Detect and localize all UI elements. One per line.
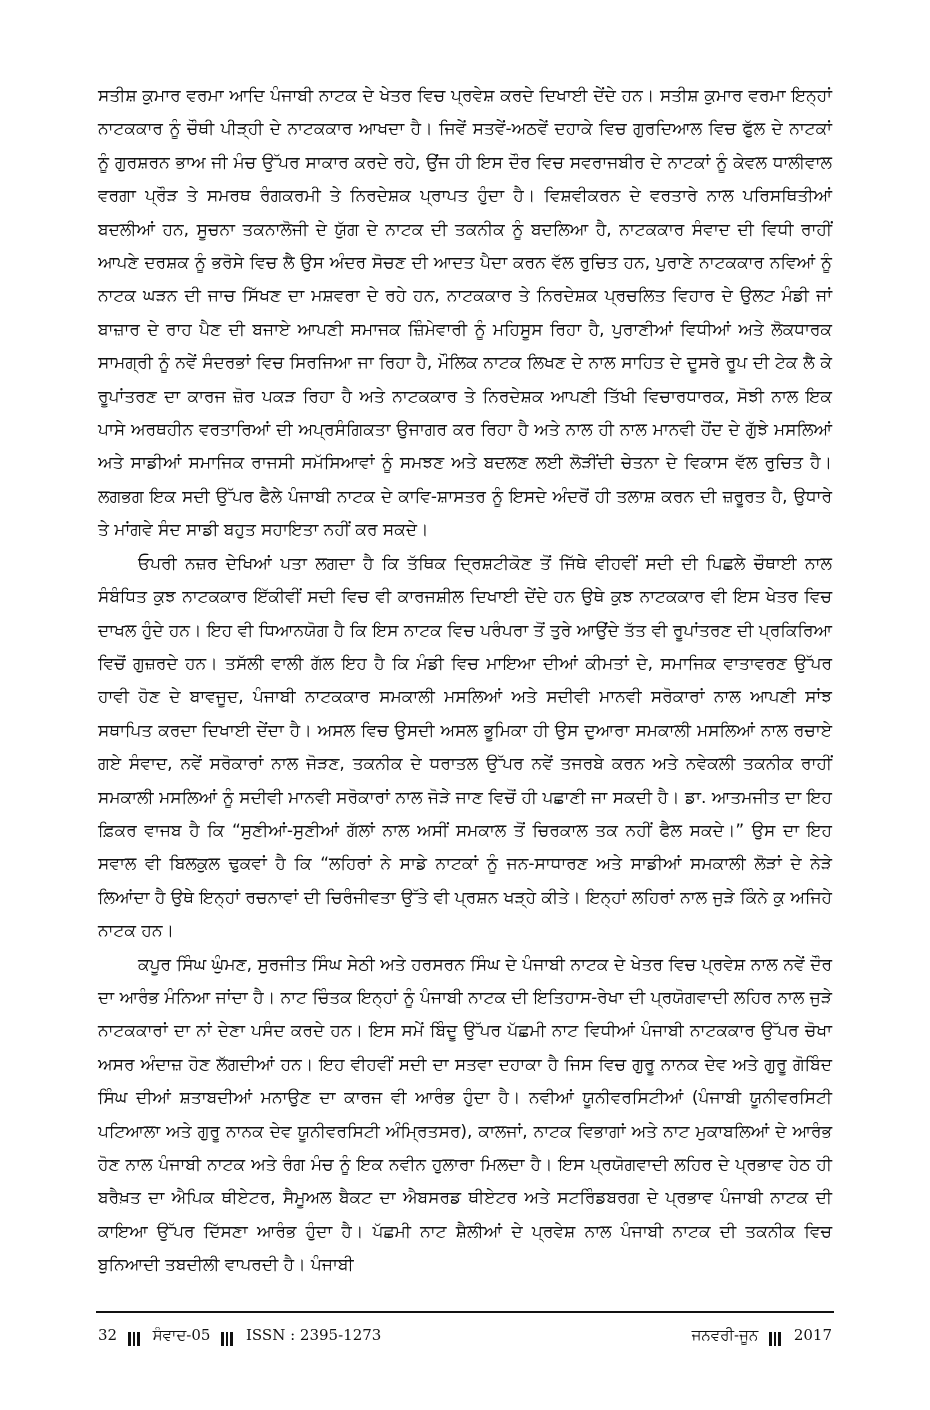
paragraph-3: ਕਪੂਰ ਸਿੰਘ ਘੁੰਮਣ, ਸੁਰਜੀਤ ਸਿੰਘ ਸੇਠੀ ਅਤੇ ਹਰਸਰਨ ਸਿੰਘ ਦੇ ਪੰਜਾਬੀ ਨਾਟਕ ਦੇ ਖੇਤਰ ਵਿਚ ਪ੍ਰਵੇਸ਼ ਨਾਲ ਨਵੇਂ ਦੌਰ ਦਾ ਆਰੰਭ ਮੰਨਿਆ ਜਾਂਦਾ ਹੈ। ਨਾਟ ਚਿੰਤਕ ਇਨ੍ਹਾਂ ਨੂੰ ਪੰਜਾਬੀ ਨਾਟਕ ਦੀ ਇਤਿਹਾਸ-ਰੇਖਾ ਦੀ ਪ੍ਰਯੋਗਵਾਦੀ ਲਹਿਰ ਨਾਲ ਜੁੜੇ ਨਾਟਕਕਾਰਾਂ ਦਾ ਨਾਂ ਦੇਣਾ ਪਸੰਦ ਕਰਦੇ ਹਨ। ਇਸ ਸਮੇਂ ਬਿੰਦੂ ਉੱਪਰ ਪੱਛਮੀ ਨਾਟ ਵਿਧੀਆਂ ਪੰਜਾਬੀ ਨਾਟਕਕਾਰ ਉੱਪਰ ਚੋਖਾ ਅਸਰ ਅੰਦਾਜ਼ ਹੋਣ ਲੱਗਦੀਆਂ ਹਨ। ਇਹ ਵੀਹਵੀਂ ਸਦੀ ਦਾ ਸਤਵਾ ਦਹਾਕਾ ਹੈ ਜਿਸ ਵਿਚ ਗੁਰੂ ਨਾਨਕ ਦੇਵ ਅਤੇ ਗੁਰੂ ਗੋਬਿੰਦ ਸਿੰਘ ਦੀਆਂ ਸ਼ਤਾਬਦੀਆਂ ਮਨਾਉਣ ਦਾ ਕਾਰਜ ਵੀ ਆਰੰਭ ਹੁੰਦਾ ਹੈ। ਨਵੀਆਂ ਯੂਨੀਵਰਸਿਟੀਆਂ (ਪੰਜਾਬੀ ਯੂਨੀਵਰਸਿਟੀ ਪਟਿਆਲਾ ਅਤੇ ਗੁਰੂ ਨਾਨਕ ਦੇਵ ਯੂਨੀਵਰਸਿਟੀ ਅੰਮ੍ਰਿਤਸਰ), ਕਾਲਜਾਂ, ਨਾਟਕ ਵਿਭਾਗਾਂ ਅਤੇ ਨਾਟ ਮੁਕਾਬਲਿਆਂ ਦੇ ਆਰੰਭ ਹੋਣ ਨਾਲ ਪੰਜਾਬੀ ਨਾਟਕ ਅਤੇ ਰੰਗ ਮੰਚ ਨੂੰ ਇਕ ਨਵੀਨ ਹੁਲਾਰਾ ਮਿਲਦਾ ਹੈ। ਇਸ ਪ੍ਰਯੋਗਵਾਦੀ ਲਹਿਰ ਦੇ ਪ੍ਰਭਾਵ ਹੇਠ ਹੀ ਬਰੈਖ਼ਤ ਦਾ ਐਪਿਕ ਥੀਏਟਰ, ਸੈਮੂਅਲ ਬੈਕਟ ਦਾ ਐਬਸਰਡ ਥੀਏਟਰ ਅਤੇ ਸਟਰਿੰਡਬਰਗ ਦੇ ਪ੍ਰਭਾਵ ਪੰਜਾਬੀ ਨਾਟਕ ਦੀ ਕਾਇਆ ਉੱਪਰ ਦਿੱਸਣਾ ਆਰੰਭ ਹੁੰਦਾ ਹੈ। ਪੱਛਮੀ ਨਾਟ ਸ਼ੈਲੀਆਂ ਦੇ ਪ੍ਰਵੇਸ਼ ਨਾਲ ਪੰਜਾਬੀ ਨਾਟਕ ਦੀ ਤਕਨੀਕ ਵਿਚ ਬੁਨਿਆਦੀ ਤਬਦੀਲੀ ਵਾਪਰਦੀ ਹੈ। ਪੰਜਾਬੀ (98, 954, 832, 1276)
footer-divider (96, 1311, 834, 1313)
paragraph-2: ਓਪਰੀ ਨਜ਼ਰ ਦੇਖਿਆਂ ਪਤਾ ਲਗਦਾ ਹੈ ਕਿ ਤੱਥਿਕ ਦ੍ਰਿਸ਼ਟੀਕੋਣ ਤੋਂ ਜਿੱਥੇ ਵੀਹਵੀਂ ਸਦੀ ਦੀ ਪਿਛਲੇ ਚੌਥਾਈ ਨਾਲ ਸੰਬੰਧਿਤ ਕੁਝ ਨਾਟਕਕਾਰ ਇੱਕੀਵੀਂ ਸਦੀ ਵਿਚ ਵੀ ਕਾਰਜਸ਼ੀਲ ਦਿਖਾਈ ਦੇਂਦੇ ਹਨ ਉਥੇ ਕੁਝ ਨਾਟਕਕਾਰ ਵੀ ਇਸ ਖੇਤਰ ਵਿਚ ਦਾਖਲ ਹੁੰਦੇ ਹਨ। ਇਹ ਵੀ ਧਿਆਨਯੋਗ ਹੈ ਕਿ ਇਸ ਨਾਟਕ ਵਿਚ ਪਰੰਪਰਾ ਤੋਂ ਤੁਰੇ ਆਉਂਦੇ ਤੱਤ ਵੀ ਰੂਪਾਂਤਰਣ ਦੀ ਪ੍ਰਕਿਰਿਆ ਵਿਚੋਂ ਗੁਜ਼ਰਦੇ ਹਨ। ਤਸੱਲੀ ਵਾਲੀ ਗੱਲ ਇਹ ਹੈ ਕਿ ਮੰਡੀ ਵਿਚ ਮਾਇਆ ਦੀਆਂ ਕੀਮਤਾਂ ਦੇ, ਸਮਾਜਿਕ ਵਾਤਾਵਰਣ ਉੱਪਰ ਹਾਵੀ ਹੋਣ ਦੇ ਬਾਵਜੂਦ, ਪੰਜਾਬੀ ਨਾਟਕਕਾਰ ਸਮਕਾਲੀ ਮਸਲਿਆਂ ਅਤੇ ਸਦੀਵੀ ਮਾਨਵੀ ਸਰੋਕਾਰਾਂ ਨਾਲ ਆਪਣੀ ਸਾਂਝ ਸਥਾਪਿਤ ਕਰਦਾ ਦਿਖਾਈ ਦੇਂਦਾ ਹੈ। ਅਸਲ ਵਿਚ ਉਸਦੀ ਅਸਲ ਭੂਮਿਕਾ ਹੀ ਉਸ ਦੁਆਰਾ ਸਮਕਾਲੀ ਮਸਲਿਆਂ ਨਾਲ ਰਚਾਏ ਗਏ ਸੰਵਾਦ, ਨਵੇਂ ਸਰੋਕਾਰਾਂ ਨਾਲ ਜੋੜਣ, ਤਕਨੀਕ ਦੇ ਧਰਾਤਲ ਉੱਪਰ ਨਵੇਂ ਤਜਰਬੇ ਕਰਨ ਅਤੇ ਨਵੇਕਲੀ ਤਕਨੀਕ ਰਾਹੀਂ ਸਮਕਾਲੀ ਮਸਲਿਆਂ ਨੂੰ ਸਦੀਵੀ ਮਾਨਵੀ ਸਰੋਕਾਰਾਂ ਨਾਲ ਜੋੜੇ ਜਾਣ ਵਿਚੋਂ ਹੀ ਪਛਾਣੀ ਜਾ ਸਕਦੀ ਹੈ। ਡਾ. ਆਤਮਜੀਤ ਦਾ ਇਹ ਫ਼ਿਕਰ ਵਾਜਬ ਹੈ ਕਿ “ਸੁਣੀਆਂ-ਸੁਣੀਆਂ ਗੱਲਾਂ ਨਾਲ ਅਸੀਂ ਸਮਕਾਲ ਤੋਂ ਚਿਰਕਾਲ ਤਕ ਨਹੀਂ ਫੈਲ ਸਕਦੇ।” ਉਸ ਦਾ ਇਹ ਸਵਾਲ ਵੀ ਬਿਲਕੁਲ ਢੁਕਵਾਂ ਹੈ ਕਿ “ਲਹਿਰਾਂ ਨੇ ਸਾਡੇ ਨਾਟਕਾਂ ਨੂੰ ਜਨ-ਸਾਧਾਰਣ ਅਤੇ ਸਾਡੀਆਂ ਸਮਕਾਲੀ ਲੋੜਾਂ ਦੇ ਨੇੜੇ ਲਿਆਂਦਾ ਹੈ ਉਥੇ ਇਨ੍ਹਾਂ ਰਚਨਾਵਾਂ ਦੀ ਚਿਰੰਜੀਵਤਾ ਉੱਤੇ ਵੀ ਪ੍ਰਸ਼ਨ ਖੜ੍ਹੇ ਕੀਤੇ। ਇਨ੍ਹਾਂ ਲਹਿਰਾਂ ਨਾਲ ਜੁੜੇ ਕਿੰਨੇ ਕੁ ਅਜਿਹੇ ਨਾਟਕ ਹਨ। (98, 553, 832, 942)
issn: ISSN : 2395-1273 (245, 1326, 382, 1344)
article-body (98, 80, 832, 1283)
footer-left (98, 1322, 381, 1348)
journal-name: ਸੰਵਾਦ-05 (152, 1326, 211, 1344)
separator-bars-icon (221, 1328, 235, 1342)
page-footer (98, 1322, 832, 1348)
separator-bars-icon (128, 1328, 142, 1342)
separator-bars-icon (769, 1328, 783, 1342)
footer-right (692, 1322, 832, 1348)
page-number: 32 (98, 1326, 118, 1344)
paragraph-1: ਸਤੀਸ਼ ਕੁਮਾਰ ਵਰਮਾ ਆਦਿ ਪੰਜਾਬੀ ਨਾਟਕ ਦੇ ਖੇਤਰ ਵਿਚ ਪ੍ਰਵੇਸ਼ ਕਰਦੇ ਦਿਖਾਈ ਦੇਂਦੇ ਹਨ। ਸਤੀਸ਼ ਕੁਮਾਰ ਵਰਮਾ ਇਨ੍ਹਾਂ ਨਾਟਕਕਾਰ ਨੂੰ ਚੌਥੀ ਪੀੜ੍ਹੀ ਦੇ ਨਾਟਕਕਾਰ ਆਖਦਾ ਹੈ। ਜਿਵੇਂ ਸਤਵੇਂ-ਅਠਵੇਂ ਦਹਾਕੇ ਵਿਚ ਗੁਰਦਿਆਲ ਵਿਚ ਫੁੱਲ ਦੇ ਨਾਟਕਾਂ ਨੂੰ ਗੁਰਸ਼ਰਨ ਭਾਅ ਜੀ ਮੰਚ ਉੱਪਰ ਸਾਕਾਰ ਕਰਦੇ ਰਹੇ, ਉਂਜ ਹੀ ਇਸ ਦੌਰ ਵਿਚ ਸਵਰਾਜਬੀਰ ਦੇ ਨਾਟਕਾਂ ਨੂੰ ਕੇਵਲ ਧਾਲੀਵਾਲ ਵਰਗਾ ਪ੍ਰੌੜ ਤੇ ਸਮਰਥ ਰੰਗਕਰਮੀ ਤੇ ਨਿਰਦੇਸ਼ਕ ਪ੍ਰਾਪਤ ਹੁੰਦਾ ਹੈ। ਵਿਸ਼ਵੀਕਰਨ ਦੇ ਵਰਤਾਰੇ ਨਾਲ ਪਰਿਸਥਿਤੀਆਂ ਬਦਲੀਆਂ ਹਨ, ਸੂਚਨਾ ਤਕਨਾਲੋਜੀ ਦੇ ਯੁੱਗ ਦੇ ਨਾਟਕ ਦੀ ਤਕਨੀਕ ਨੂੰ ਬਦਲਿਆ ਹੈ, ਨਾਟਕਕਾਰ ਸੰਵਾਦ ਦੀ ਵਿਧੀ ਰਾਹੀਂ ਆਪਣੇ ਦਰਸ਼ਕ ਨੂੰ ਭਰੋਸੇ ਵਿਚ ਲੈ ਉਸ ਅੰਦਰ ਸੋਚਣ ਦੀ ਆਦਤ ਪੈਦਾ ਕਰਨ ਵੱਲ ਰੁਚਿਤ ਹਨ, ਪੁਰਾਣੇ ਨਾਟਕਕਾਰ ਨਵਿਆਂ ਨੂੰ ਨਾਟਕ ਘੜਨ ਦੀ ਜਾਚ ਸਿੱਖਣ ਦਾ ਮਸ਼ਵਰਾ ਦੇ ਰਹੇ ਹਨ, ਨਾਟਕਕਾਰ ਤੇ ਨਿਰਦੇਸ਼ਕ ਪ੍ਰਚਲਿਤ ਵਿਹਾਰ ਦੇ ਉਲਟ ਮੰਡੀ ਜਾਂ ਬਾਜ਼ਾਰ ਦੇ ਰਾਹ ਪੈਣ ਦੀ ਬਜਾਏ ਆਪਣੀ ਸਮਾਜਕ ਜ਼ਿੰਮੇਵਾਰੀ ਨੂੰ ਮਹਿਸੂਸ ਰਿਹਾ ਹੈ, ਪੁਰਾਣੀਆਂ ਵਿਧੀਆਂ ਅਤੇ ਲੋਕਧਾਰਕ ਸਾਮਗ੍ਰੀ ਨੂੰ ਨਵੇਂ ਸੰਦਰਭਾਂ ਵਿਚ ਸਿਰਜਿਆ ਜਾ ਰਿਹਾ ਹੈ, ਮੌਲਿਕ ਨਾਟਕ ਲਿਖਣ ਦੇ ਨਾਲ ਸਾਹਿਤ ਦੇ ਦੂਸਰੇ ਰੂਪ ਦੀ ਟੇਕ ਲੈ ਕੇ ਰੂਪਾਂਤਰਣ ਦਾ ਕਾਰਜ ਜ਼ੋਰ ਪਕੜ ਰਿਹਾ ਹੈ ਅਤੇ ਨਾਟਕਕਾਰ ਤੇ ਨਿਰਦੇਸ਼ਕ ਆਪਣੀ ਤਿੱਖੀ ਵਿਚਾਰਧਾਰਕ, ਸੋਝੀ ਨਾਲ ਇਕ ਪਾਸੇ ਅਰਥਹੀਨ ਵਰਤਾਰਿਆਂ ਦੀ ਅਪ੍ਰਸੰਗਿਕਤਾ ਉਜਾਗਰ ਕਰ ਰਿਹਾ ਹੈ ਅਤੇ ਨਾਲ ਹੀ ਨਾਲ ਮਾਨਵੀ ਹੋਂਦ ਦੇ ਗੁੱਝੇ ਮਸਲਿਆਂ ਅਤੇ ਸਾਡੀਆਂ ਸਮਾਜਿਕ ਰਾਜਸੀ ਸਮੱਸਿਆਵਾਂ ਨੂੰ ਸਮਝਣ ਅਤੇ ਬਦਲਣ ਲਈ ਲੋੜੀਂਦੀ ਚੇਤਨਾ ਦੇ ਵਿਕਾਸ ਵੱਲ ਰੁਚਿਤ ਹੈ। ਲਗਭਗ ਇਕ ਸਦੀ ਉੱਪਰ ਫੈਲੇ ਪੰਜਾਬੀ ਨਾਟਕ ਦੇ ਕਾਵਿ-ਸ਼ਾਸਤਰ ਨੂੰ ਇਸਦੇ ਅੰਦਰੋਂ ਹੀ ਤਲਾਸ਼ ਕਰਨ ਦੀ ਜ਼ਰੂਰਤ ਹੈ, ਉਧਾਰੇ ਤੇ ਮਾਂਗਵੇ ਸੰਦ ਸਾਡੀ ਬਹੁਤ ਸਹਾਇਤਾ ਨਹੀਂ ਕਰ ਸਕਦੇ। (98, 86, 832, 541)
issue-year: 2017 (793, 1326, 832, 1344)
issue-period: ਜਨਵਰੀ-ਜੂਨ (691, 1326, 759, 1344)
